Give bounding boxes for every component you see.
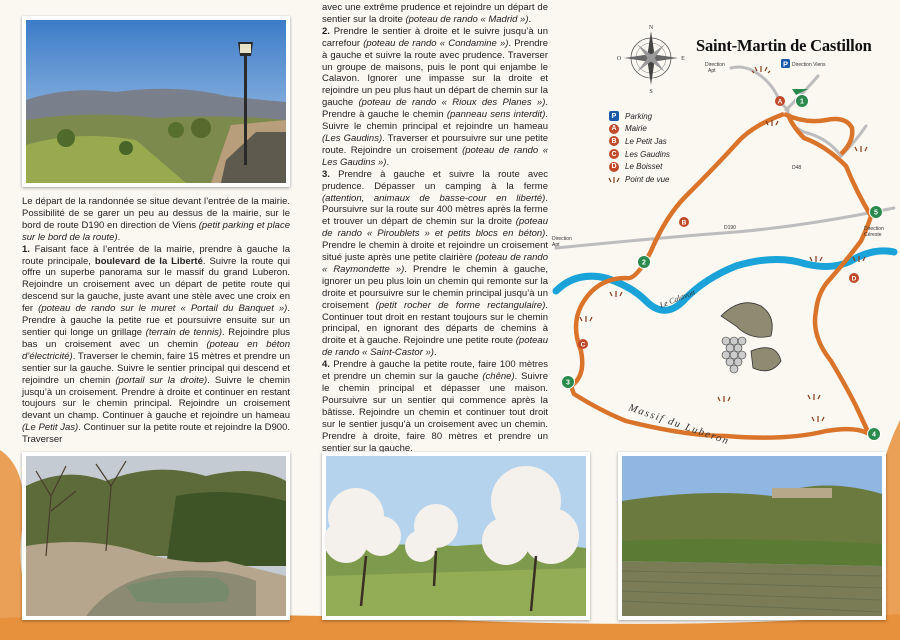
legend-item-viewpoint <box>609 173 670 186</box>
label-river: Le Calavon <box>658 287 697 310</box>
compass-s: S <box>649 89 653 95</box>
waypoint-2 <box>638 256 651 269</box>
marker-letter-b <box>679 217 689 227</box>
photo-lavender-field <box>618 452 886 620</box>
intro-paragraph: Le départ de la randonnée se situe devant l’entrée de la mairie. Possibilité de se garer un peu au dessus de la mairie, sur le bord de route D190 en direction de Viens (petit parking et place sur le bord de la route). <box>22 196 290 243</box>
legend-item-petit-jas <box>609 135 670 148</box>
parking-icon <box>781 59 790 68</box>
legend-label: Le Boisset <box>625 162 663 172</box>
continuation-paragraph: avec une extrême prudence et rejoindre un départ de sentier sur la droite (poteau de rando « Madrid »). <box>322 2 548 25</box>
map-legend <box>609 110 670 186</box>
photo-luberon-panorama <box>22 16 290 187</box>
compass-rose-icon <box>617 25 685 95</box>
grapes-illustration-icon <box>721 303 781 373</box>
step-4-paragraph: 4. Prendre à gauche la petite route, faire 100 mètres et prendre un chemin sur la gauche (chêne). Suivre le chemin principal et dépasser une maison. Poursuivre sur un sentier qui commence après la bâtisse. Rejoindre un chemin et continuer tout droit sur le sentier jusqu’à un croisement avec un chemin. Prendre à droite, faire 80 mètres et prendre un sentier sur la gauche. <box>322 359 548 454</box>
label-massif: Massif du Luberon <box>627 402 731 448</box>
waypoint-3 <box>562 376 575 389</box>
map-title: Saint-Martin de Castillon <box>696 36 872 55</box>
label-direction-apt-left: Direction <box>552 236 572 242</box>
marker-letter-c <box>578 339 588 349</box>
svg-text:1: 1 <box>800 98 804 106</box>
svg-text:D: D <box>851 275 857 283</box>
viewpoint-icon <box>609 174 619 184</box>
svg-text:2: 2 <box>642 259 646 267</box>
compass-e: E <box>681 56 685 62</box>
svg-text:Apt: Apt <box>708 68 716 74</box>
viewpoint-icon <box>855 146 867 152</box>
svg-text:Apt: Apt <box>552 242 560 248</box>
trail-map <box>552 16 894 448</box>
viewpoint-icon <box>718 396 730 402</box>
step-1-paragraph: 1. Faisant face à l’entrée de la mairie, prendre à gauche la route principale, boulevard de la Liberté. Suivre la route qui offre un superbe panorama sur le massif du grand Luberon. Rejoindre un croisement avec un départ de petite route qui descend sur la gauche, juste avant une stèle avec une croix en fer (poteau de rando sur le muret « Portail du Banquet »). Prendre à gauche la petite rue et poursuivre ensuite sur un sentier qui longe un grillage (terrain de tennis). Rejoindre plus bas un croisement avec un chemin (poteau en béton d’électricité). Traverser le chemin, faire 15 mètres et prendre un sentier sur la gauche. Suivre le sentier principal qui descend et rejoindre un chemin (portail sur la droite). Suivre le chemin jusqu’à un croisement. Prendre à droite et continuer en restant toujours sur le chemin principal. Rejoindre un croisement devant un champ. Continuer à gauche et rejoindre un hameau (Le Petit Jas). Continuer sur la petite route et rejoindre la D900. Traverser <box>22 243 291 446</box>
viewpoint-icon <box>808 394 820 400</box>
letter-b-icon: B <box>609 136 619 146</box>
waypoint-5 <box>870 206 883 219</box>
marker-letter-a <box>775 96 785 106</box>
text-column-1 <box>22 196 290 446</box>
waypoint-1 <box>792 89 809 108</box>
letter-c-icon: C <box>609 149 619 159</box>
legend-item-parking <box>609 110 670 123</box>
parking-icon: P <box>609 111 619 121</box>
legend-label: Parking <box>625 111 653 121</box>
step-3-paragraph: 3. Prendre à gauche et suivre la route avec prudence. Dépasser un camping à la ferme (attention, animaux de basse-cour en liberté). Poursuivre sur la route sur 400 mètres après la ferme et trouver un départ de chemin sur la droite (poteau de rando « Piroublets » et petits blocs en béton). Prendre le chemin à droite et rejoindre un croisement situé juste après une petite clairière (poteau de rando « Raymondette »). Prendre le chemin à gauche, ignorer un peu plus loin un chemin qui remonte sur la droite et poursuivre sur le chemin principal jusqu’à un croisement (petit rocher de forme rectangulaire). Continuer tout droit en restant toujours sur le chemin principal, en ignorant des départs de chemins à droite et à gauche. Rejoindre une petite route (poteau de rando « Saint-Castor »). <box>322 168 549 359</box>
label-d190: D190 <box>724 225 736 231</box>
viewpoint-icon <box>580 316 592 322</box>
letter-d-icon: D <box>609 162 619 172</box>
legend-item-gaudins <box>609 148 670 161</box>
legend-label: Mairie <box>625 124 647 134</box>
legend-label: Les Gaudins <box>625 149 670 159</box>
svg-text:C: C <box>580 341 586 349</box>
trail-spur-top <box>784 114 852 154</box>
legend-label: Le Petit Jas <box>625 136 667 146</box>
label-direction-apt-top: Direction <box>705 62 725 68</box>
step-2-paragraph: 2. Prendre le sentier à droite et le suivre jusqu’à un carrefour (poteau de rando « Condamine »). Prendre à gauche et suivre la route avec prudence. Traverser un groupe de maisons, puis le pont qui enjambe le Calavon. Ignorer une impasse sur la droite et rejoindre un peu plus haut un départ de chemin sur la gauche (poteau de rando « Rioux des Planes »). Prendre à gauche le chemin (panneau sens interdit). Suivre le chemin principal et rejoindre un hameau (Les Gaudins). Traverser et poursuivre sur une petite route. Rejoindre un croisement (poteau de rando « Les Gaudins »). <box>322 25 549 168</box>
letter-a-icon: A <box>609 124 619 134</box>
legend-label: Point de vue <box>625 174 670 184</box>
photo-calavon-riverbed <box>22 452 290 620</box>
compass-n: N <box>648 25 654 31</box>
label-direction-viens: Direction Viens <box>792 62 826 68</box>
svg-text:3: 3 <box>566 379 570 387</box>
label-direction-cereste: Direction <box>864 226 884 232</box>
text-column-2 <box>322 2 548 454</box>
svg-text:A: A <box>777 98 783 106</box>
compass-o: O <box>616 56 622 62</box>
viewpoint-icon <box>610 291 622 297</box>
viewpoint-icon <box>810 256 822 262</box>
marker-letter-d <box>849 273 859 283</box>
svg-text:B: B <box>681 219 687 227</box>
label-d48: D48 <box>792 165 802 171</box>
legend-item-mairie <box>609 123 670 136</box>
waypoint-4 <box>868 428 881 441</box>
svg-text:Céreste: Céreste <box>864 232 882 238</box>
viewpoint-icon <box>812 416 824 422</box>
svg-text:4: 4 <box>872 431 876 439</box>
svg-text:P: P <box>782 59 789 69</box>
legend-item-boisset <box>609 160 670 173</box>
photo-cherry-orchard <box>322 452 590 620</box>
svg-text:5: 5 <box>874 209 878 217</box>
